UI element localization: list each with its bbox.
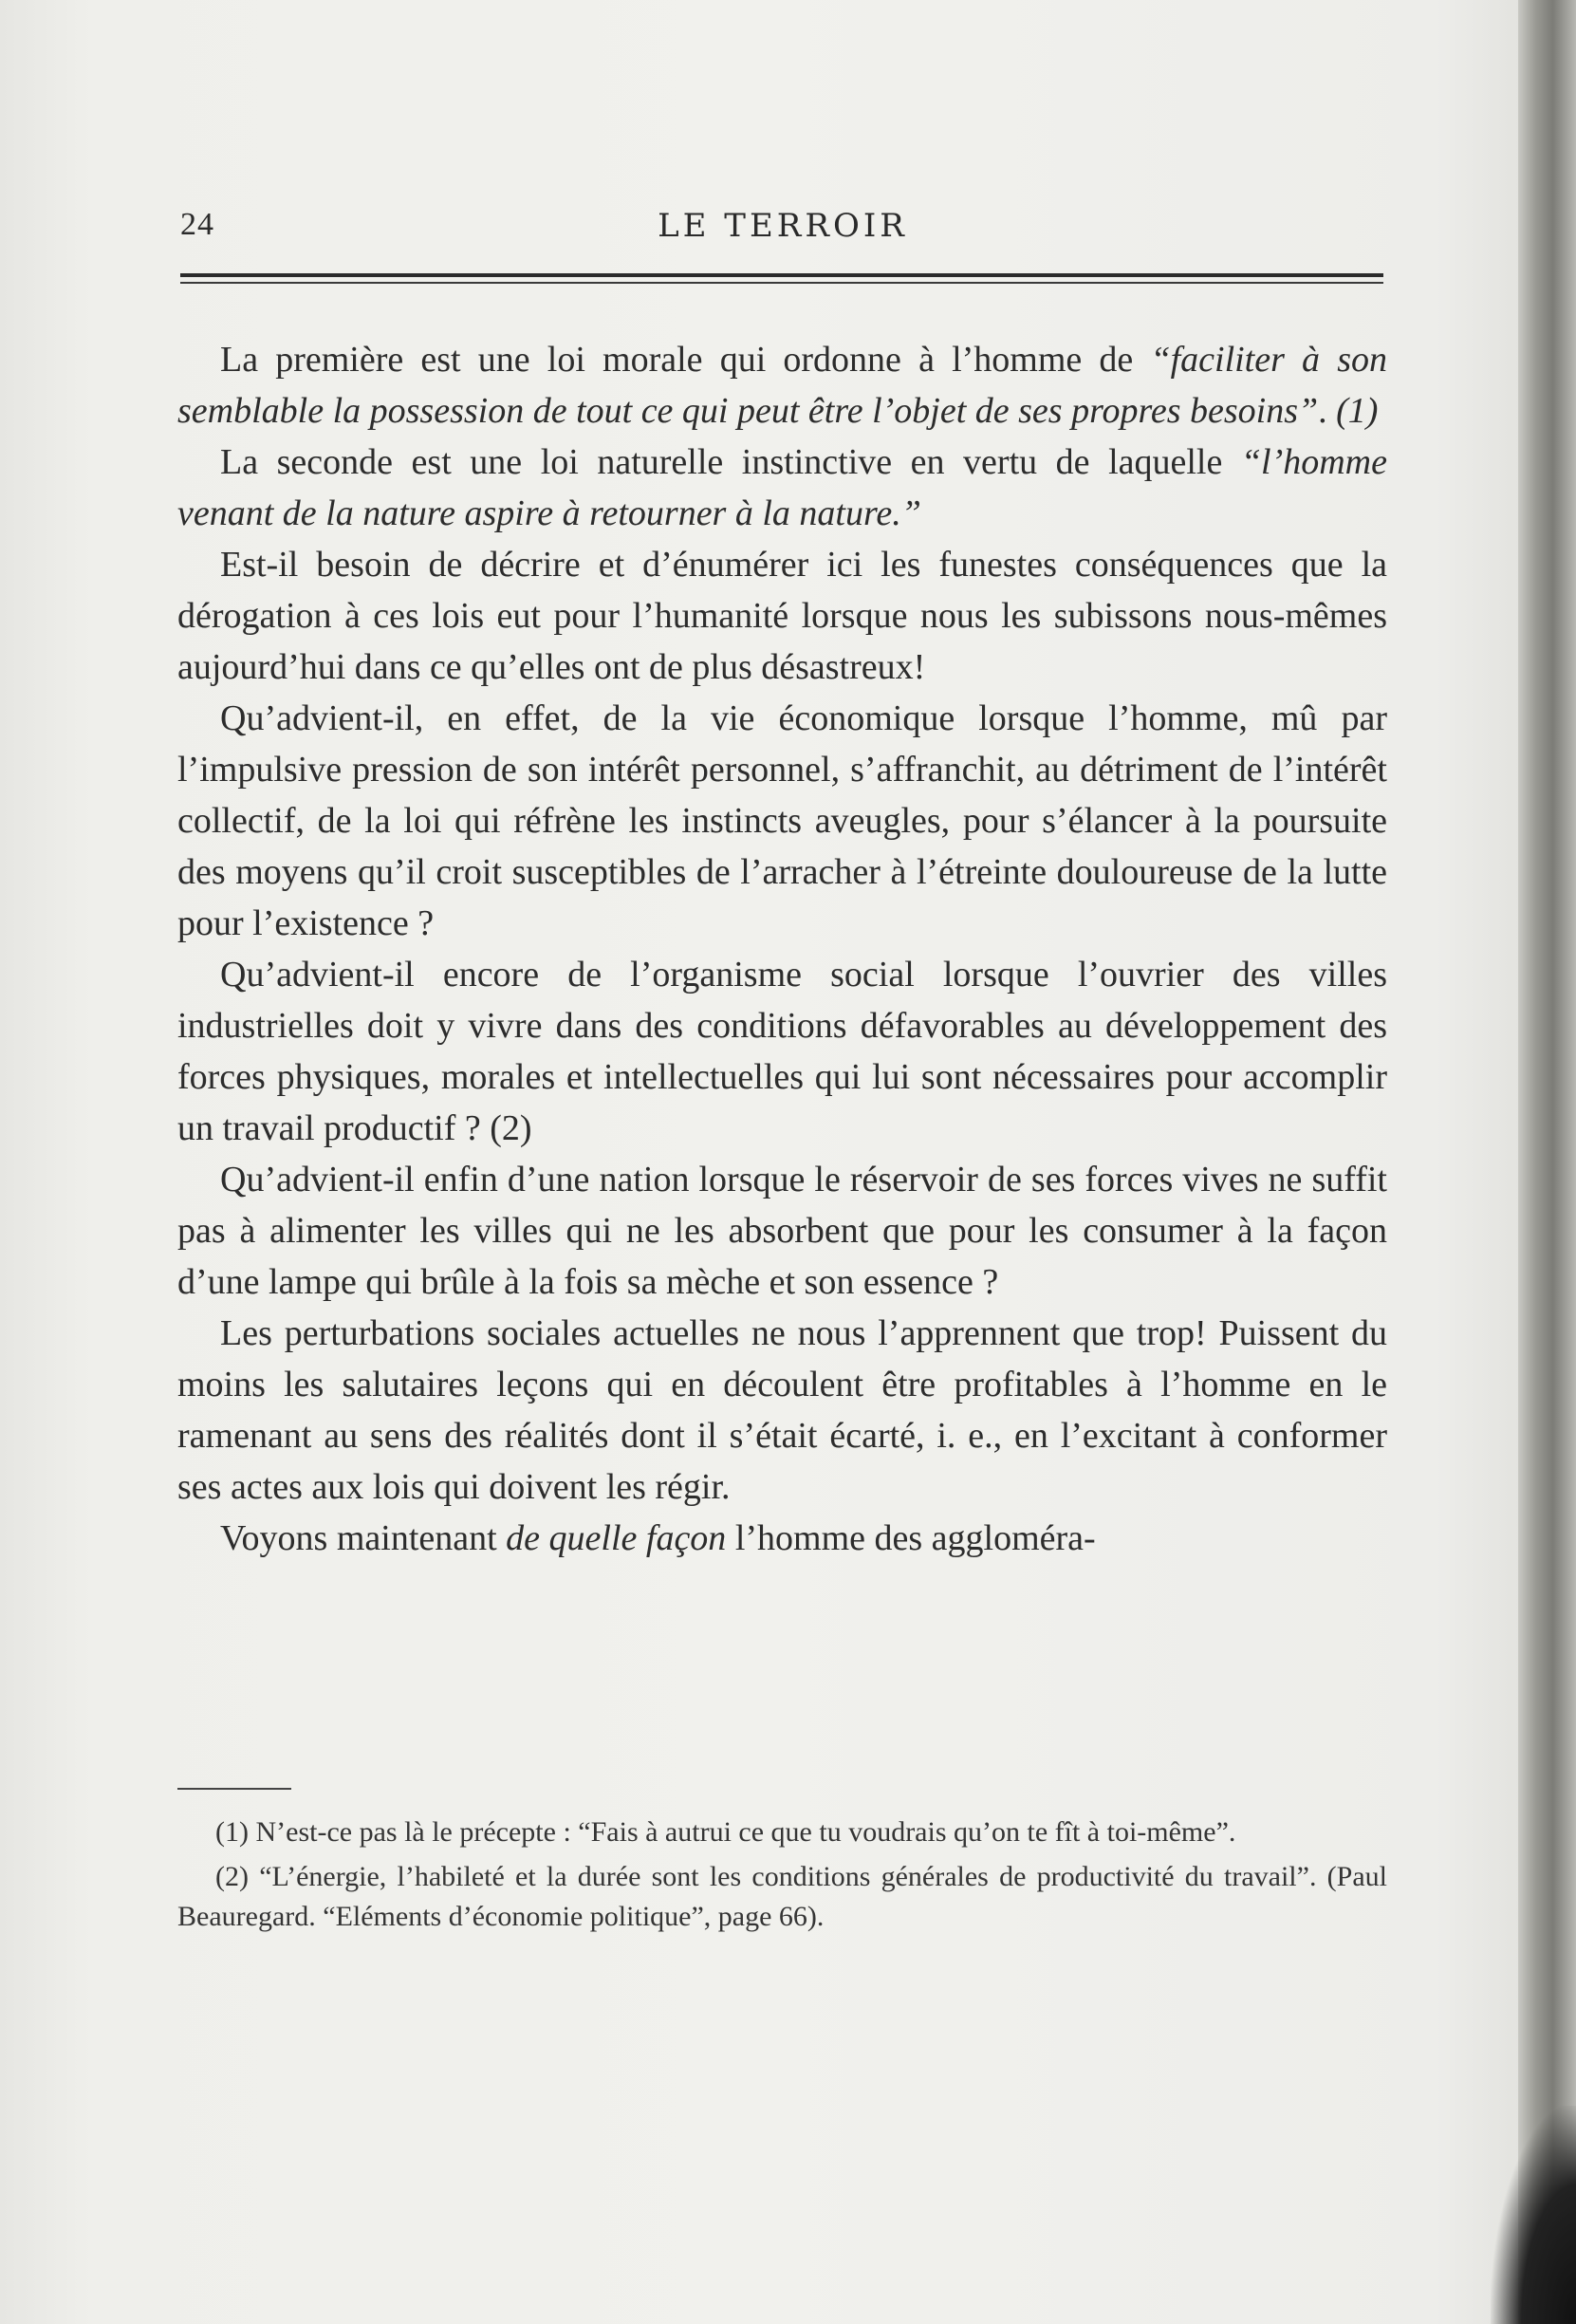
- page-header: [180, 207, 1385, 254]
- paragraph-1-quote: “faciliter à son semblable la possession de tout ce qui peut être l’objet de ses propres besoins”: [177, 340, 1387, 431]
- paragraph-7: Les perturbations sociales actuelles ne nous l’apprennent que trop! Puissent du moins les salutaires leçons qui en découlent être profitables à l’homme en le ramenant au sens des réalités dont il s’était écarté, i. e., en l’excitant à conformer ses actes aux lois qui doivent les régir.: [177, 1313, 1387, 1507]
- paragraph-2-text: La seconde est une loi naturelle instinctive en vertu de laquelle: [220, 442, 1241, 482]
- paragraph-8-emphasis: de quelle façon: [506, 1518, 727, 1558]
- paragraph-1-punct: .: [1318, 391, 1337, 431]
- paragraph-1: [177, 334, 1387, 437]
- footnotes: [177, 1813, 1387, 1942]
- paragraph-8: [177, 1513, 1387, 1564]
- paragraph-2: [177, 437, 1387, 539]
- paragraph-8-text-end: l’homme des aggloméra-: [726, 1518, 1096, 1558]
- header-rule-thin: [180, 282, 1383, 284]
- corner-shadow: [1491, 2106, 1576, 2324]
- page-edge-shadow: [1518, 0, 1576, 2324]
- header-rule-thick: [180, 273, 1383, 277]
- paragraph-1-text: La première est une loi morale qui ordonne à l’homme de: [220, 340, 1151, 380]
- footnote-ref-1: (1): [1336, 391, 1379, 431]
- paragraph-4: Qu’advient-il, en effet, de la vie économique lorsque l’homme, mû par l’impulsive pression de son intérêt personnel, s’affranchit, au détriment de l’intérêt collectif, de la loi qui réfrène les instincts aveugles, pour s’élancer à la poursuite des moyens qu’il croit susceptibles de l’arracher à l’étreinte douloureuse de la lutte pour l’existence ?: [177, 698, 1387, 943]
- paragraph-8-text: Voyons maintenant: [220, 1518, 507, 1558]
- body-text: [177, 334, 1387, 1564]
- paragraph-3: Est-il besoin de décrire et d’énumérer ici les funestes conséquences que la dérogation à ces lois eut pour l’humanité lorsque nous les subissons nous-mêmes aujourd’hui dans ce qu’elles ont de plus désastreux!: [177, 545, 1387, 687]
- page-number: 24: [180, 207, 214, 242]
- running-title: LE TERROIR: [658, 207, 908, 245]
- footnote-1: (1) N’est-ce pas là le précepte : “Fais à autrui ce que tu voudrais qu’on te fît à toi-même”.: [215, 1816, 1236, 1848]
- paragraph-6: Qu’advient-il enfin d’une nation lorsque le réservoir de ses forces vives ne suffit pas à alimenter les villes qui ne les absorbent que pour les consumer à la façon d’une lampe qui brûle à la fois sa mèche et son essence ?: [177, 1160, 1387, 1302]
- footnote-2: (2) “L’énergie, l’habileté et la durée sont les conditions générales de productivité du travail”. (Paul Beauregard. “Eléments d’économie politique”, page 66).: [177, 1861, 1387, 1932]
- paragraph-5: Qu’advient-il encore de l’organisme social lorsque l’ouvrier des villes industrielles doit y vivre dans des conditions défavorables au développement des forces physiques, morales et intellectuelles qui lui sont nécessaires pour accomplir un travail productif ? (2): [177, 955, 1387, 1148]
- paragraph-2-quote: “l’homme venant de la nature aspire à retourner à la nature.”: [177, 442, 1387, 533]
- footnote-rule: [177, 1788, 291, 1790]
